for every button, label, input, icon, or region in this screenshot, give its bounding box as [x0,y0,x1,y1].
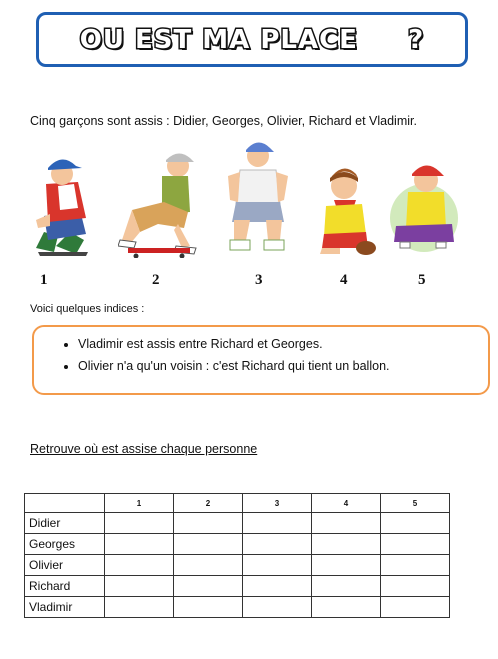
column-header-5: 5 [381,494,450,513]
table-corner-cell [25,494,105,513]
answer-cell[interactable] [105,597,174,618]
table-row [25,555,450,576]
answer-cell[interactable] [243,576,312,597]
clue-item: • Vladimir est assis entre Richard et Georges. [78,337,488,351]
answer-cell[interactable] [174,597,243,618]
column-header-2: 2 [174,494,243,513]
boy-3-illustration [222,136,292,258]
intro-text: Cinq garçons sont assis : Didier, Georges, Olivier, Richard et Vladimir. [30,114,417,128]
row-label-didier: Didier [25,513,105,534]
figures-row [0,136,498,276]
answer-cell[interactable] [174,555,243,576]
answer-cell[interactable] [174,513,243,534]
clue-item: • Olivier n'a qu'un voisin : c'est Richard qui tient un ballon. [78,359,488,373]
row-label-georges: Georges [25,534,105,555]
table-row [25,597,450,618]
table-row [25,534,450,555]
answer-cell[interactable] [312,597,381,618]
answer-cell[interactable] [381,576,450,597]
clues-box [32,325,490,395]
answer-cell[interactable] [312,534,381,555]
answer-cell[interactable] [105,555,174,576]
table-row [25,576,450,597]
table-header-row [25,494,450,513]
answer-table [24,493,450,618]
boy-2-illustration [118,136,198,258]
figure-number-2: 2 [152,272,160,288]
answer-cell[interactable] [312,576,381,597]
column-header-3: 3 [243,494,312,513]
clues-label: Voici quelques indices : [30,303,145,315]
answer-cell[interactable] [105,576,174,597]
answer-cell[interactable] [105,534,174,555]
answer-cell[interactable] [381,534,450,555]
answer-cell[interactable] [312,555,381,576]
answer-cell[interactable] [243,513,312,534]
answer-cell[interactable] [174,534,243,555]
answer-cell[interactable] [381,597,450,618]
column-header-4: 4 [312,494,381,513]
figure-number-5: 5 [418,272,426,288]
table-row [25,513,450,534]
boy-5-illustration [388,136,460,258]
page-title: OU EST MA PLACE ? [79,24,425,55]
answer-cell[interactable] [381,555,450,576]
answer-cell[interactable] [174,576,243,597]
figure-number-3: 3 [255,272,263,288]
answer-cell[interactable] [243,555,312,576]
figure-number-4: 4 [340,272,348,288]
row-label-richard: Richard [25,576,105,597]
instruction-text: Retrouve où est assise chaque personne [30,442,258,456]
title-box [36,12,468,67]
boy-1-illustration [28,136,98,258]
row-label-olivier: Olivier [25,555,105,576]
column-header-1: 1 [105,494,174,513]
answer-cell[interactable] [381,513,450,534]
answer-cell[interactable] [312,513,381,534]
figure-number-1: 1 [40,272,48,288]
clues-list [34,327,488,373]
answer-cell[interactable] [243,534,312,555]
row-label-vladimir: Vladimir [25,597,105,618]
answer-cell[interactable] [105,513,174,534]
answer-cell[interactable] [243,597,312,618]
boy-4-illustration [312,136,378,258]
